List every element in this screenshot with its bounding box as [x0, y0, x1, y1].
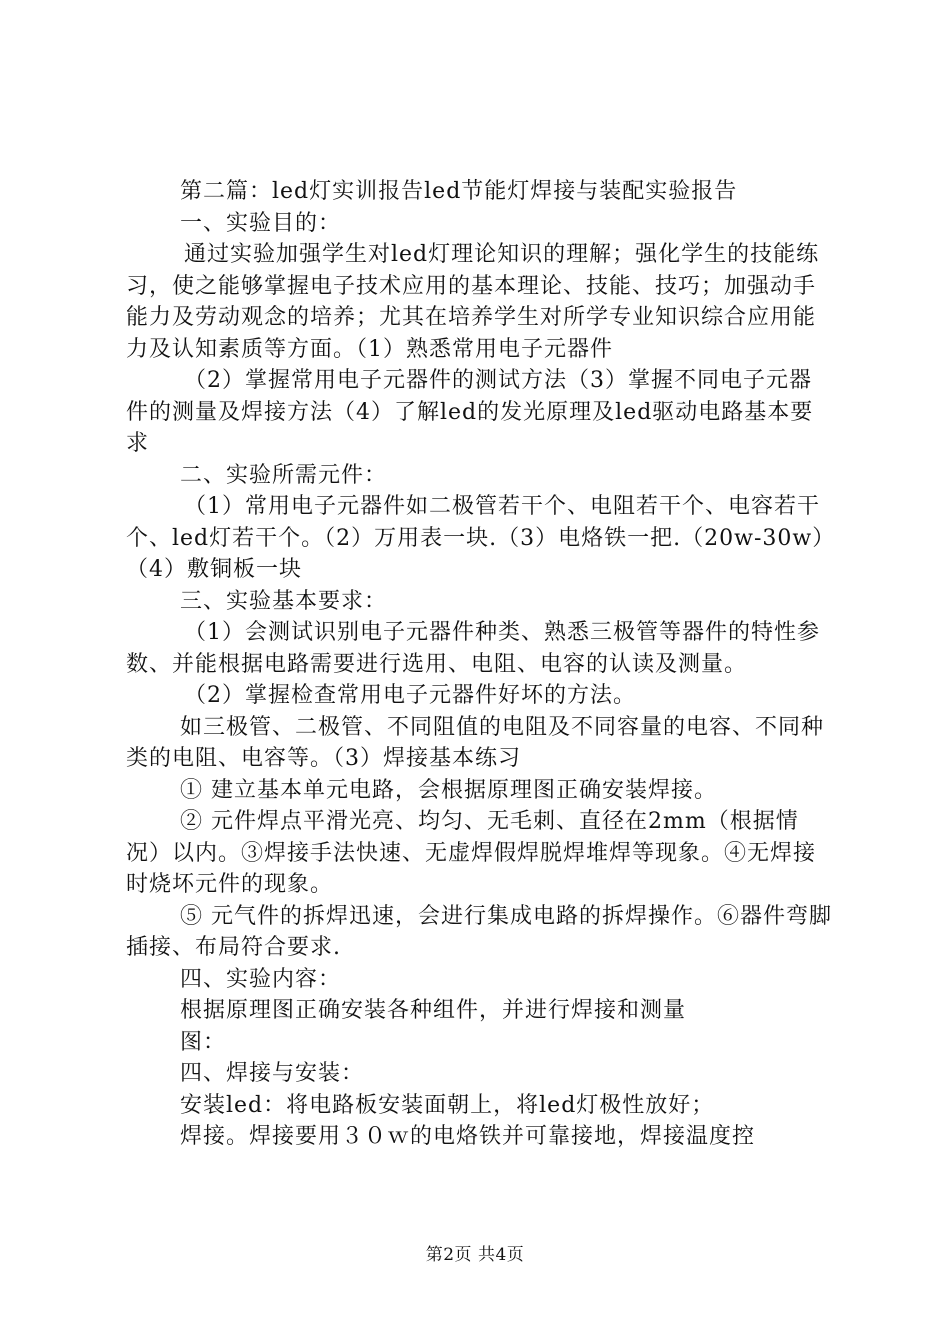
- paragraph-purpose: 通过实验加强学生对led灯理论知识的理解；强化学生的技能练习，使之能够掌握电子技术应用的基本理论、技能、技巧；加强动手能力及劳动观念的培养；尤其在培养学生对所学专业知识综合应用能力及认知素质等方面。（1）熟悉常用电子元器件: [126, 242, 820, 362]
- heading-purpose: 一、实验目的：: [180, 210, 342, 236]
- paragraph-welding-2: ② 元件焊点平滑光亮、均匀、无毛刺、直径在2mm（根据情况）以内。③焊接手法快速、无虚焊假焊脱焊堆焊等现象。④无焊接时烧坏元件的现象。: [126, 809, 817, 897]
- paragraph-purpose-items: （2）掌握常用电子元器件的测试方法（3）掌握不同电子元器件的测量及焊接方法（4）了解led的发光原理及led驱动电路基本要求: [126, 368, 814, 456]
- document-body: [126, 176, 832, 1153]
- paragraph-components: （1）常用电子元器件如二极管若干个、电阻若干个、电容若干个、led灯若干个。（2）万用表一块.（3）电烙铁一把.（20w-30w）（4）敷铜板一块: [126, 494, 825, 582]
- section-title: 第二篇：led灯实训报告led节能灯焊接与装配实验报告: [180, 179, 738, 204]
- heading-welding-install: 四、焊接与安装：: [180, 1061, 365, 1086]
- paragraph-welding-temp: 焊接。焊接要用３０ｗ的电烙铁并可靠接地，焊接温度控: [180, 1124, 756, 1149]
- heading-requirements: 三、实验基本要求：: [180, 588, 388, 614]
- heading-components: 二、实验所需元件：: [180, 462, 388, 488]
- paragraph-requirement-2: （2）掌握检查常用电子元器件好坏的方法。: [184, 683, 636, 708]
- paragraph-requirement-examples: 如三极管、二极管、不同阻值的电阻及不同容量的电容、不同种类的电阻、电容等。（3）焊接基本练习: [126, 714, 825, 771]
- paragraph-install-led: 安装led：将电路板安装面朝上，将led灯极性放好；: [180, 1092, 715, 1118]
- page-number: 第2页 共4页: [425, 1245, 525, 1265]
- heading-content: 四、实验内容：: [180, 966, 342, 992]
- paragraph-welding-5: ⑤ 元气件的拆焊迅速，会进行集成电路的拆焊操作。⑥器件弯脚插接、布局符合要求.: [126, 903, 832, 960]
- paragraph-content: 根据原理图正确安装各种组件，并进行焊接和测量: [180, 998, 687, 1023]
- paragraph-welding-1: ① 建立基本单元电路，会根据原理图正确安装焊接。: [180, 777, 717, 803]
- page-footer: [0, 1244, 950, 1266]
- paragraph-requirement-1: （1）会测试识别电子元器件种类、熟悉三极管等器件的特性参数、并能根据电路需要进行选用、电阻、电容的认读及测量。: [126, 620, 820, 677]
- paragraph-figure-label: 图：: [180, 1029, 227, 1055]
